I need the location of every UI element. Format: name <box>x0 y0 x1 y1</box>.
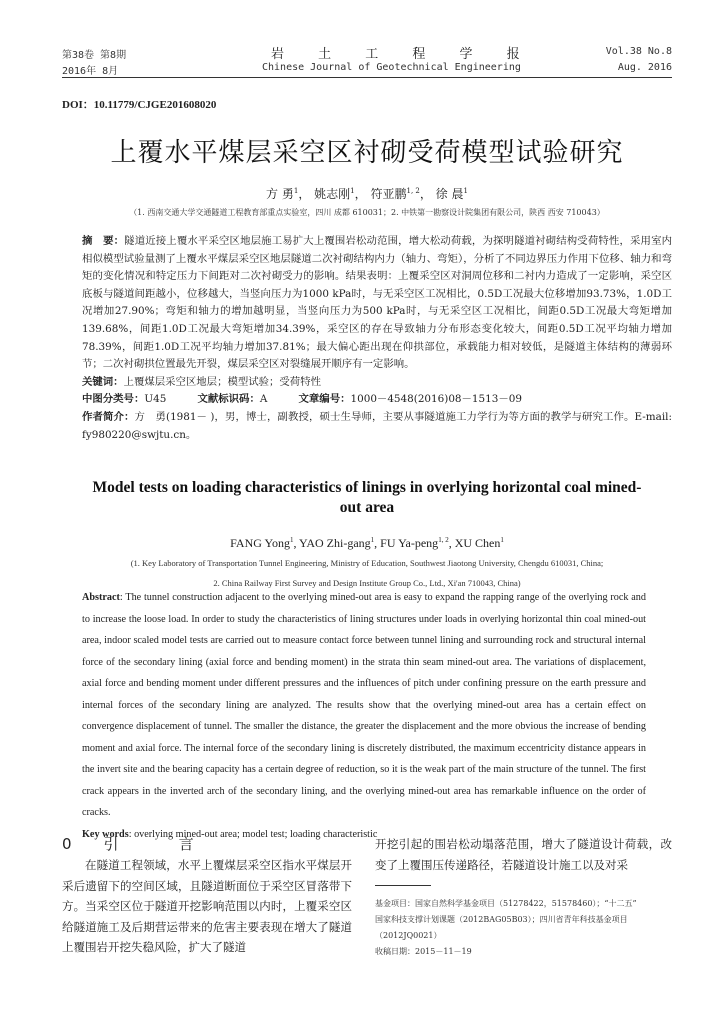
abstract-cn-text: 隧道近接上覆水平采空区地层施工易扩大上覆围岩松动范围，增大松动荷载，为探明隧道衬砌结构受荷特性，采用室内相似模型试验量测了上覆水平煤层采空区地层隧道二次衬砌结构内力（轴力、弯矩），分析了不同边界压力作用下位移、轴力和弯矩的变化情况和特定压力下间距对二次衬砌受力的影响。结果表明：上覆采空区对洞周位移和二衬内力造成了一定影响，采空区底板与隧道间距越小，位移越大，当竖向压力为1000 kPa时，与无采空区工况相比，0.5D工况最大位移增加93.73%，1.0D工况增加27.90%；弯矩和轴力的增加越明显，当竖向压力为500 kPa时，与无采空区工况相比，间距0.5D工况最大弯矩增加139.68%，间距1.0D工况最大弯矩增加34.39%，采空区的存在导致轴力分布形态变化较大，间距0.5D工况平均轴力增加78.39%，间距1.0D工况平均轴力增加37.81%；最大偏心距出现在仰拱部位，承载能力相对较低，是隧道主体结构的薄弱环节；二次衬砌拱位置最先开裂，煤层采空区对裂缝展开顺序有一定影响。 <box>82 235 672 371</box>
section-heading <box>62 833 196 854</box>
fund-line-2: 国家科技支撑计划课题（2012BAG05B03）；四川省青年科技基金项目 <box>375 915 628 924</box>
received-date: 收稿日期：2015－11－19 <box>375 947 472 956</box>
article-no-label: 文章编号： <box>298 393 351 406</box>
affiliation-en-line1: (1. Key Laboratory of Transportation Tunnel Engineering, Ministry of Education, Southwest Jiaotong University, Chengdu 610031, China; <box>130 558 604 568</box>
doc-code-label: 文献标识码： <box>197 393 260 406</box>
abstract-en-label: Abstract <box>82 592 120 603</box>
doi: DOI：10.11779/CJGE201608020 <box>62 99 217 111</box>
title-en: Model tests on loading characteristics of linings in overlying horizontal coal mined-out area <box>92 479 642 516</box>
author-en: YAO Zhi-gang <box>299 536 371 550</box>
keywords-en-text: : overlying mined-out area; model test; loading characteristic <box>128 828 378 840</box>
title-cn: 上覆水平煤层采空区衬砌受荷模型试验研究 <box>110 138 624 168</box>
author-bio-label: 作者简介： <box>82 410 135 423</box>
keywords-cn-label: 关键词： <box>82 375 124 388</box>
funding-footnote <box>375 896 672 960</box>
author-en: XU Chen <box>454 536 501 550</box>
keywords-cn <box>82 374 672 392</box>
abstract-cn-label: 摘 要： <box>82 235 125 247</box>
clc-label: 中图分类号： <box>82 393 145 406</box>
abstract-cn-body <box>82 233 672 374</box>
author-affil-sup: 1, 2 <box>406 187 420 195</box>
author-affil-sup: 1 <box>500 536 504 544</box>
header-volume-issue: 第38卷 第8期 <box>62 50 127 61</box>
authors-cn: 方 勇$^1$， 姚志刚$^1$， 符亚鹏$^{1, 2}$， 徐 晨$^1$ <box>266 187 468 201</box>
affiliation-en-line2: 2. China Railway First Survey and Design Institute Group Co., Ltd., Xi'an 710043, China) <box>213 578 521 588</box>
intro-paragraph: 在隧道工程领域，水平上覆煤层采空区指水平煤层开采后遗留下的空间区域，且隧道断面位于采空区冒落带下方。当采空区位于隧道开挖影响范围以内时，上覆采空区给隧道施工及后期营运带来的危害主要表现在增大了隧道上覆围岩开挖失稳风险，扩大了隧道 <box>62 858 352 954</box>
article-no: 1000－4548(2016)08－1513－09 <box>350 393 522 406</box>
fund-line-3: （2012JQ0021） <box>375 931 442 940</box>
author-cn: 姚志刚 <box>314 187 351 201</box>
author-cn: 徐 晨 <box>435 187 464 201</box>
intro-paragraph-cont: 开挖引起的围岩松动塌落范围，增大了隧道设计荷载，改变了上覆围压传递路径，若隧道设计施工以及对采 <box>375 837 672 872</box>
author-affil-sup: 1 <box>289 536 294 544</box>
author-affil-sup: 1 <box>370 536 375 544</box>
author-en: FANG Yong <box>230 536 290 550</box>
header-date-cn: 2016年 8月 <box>62 66 119 77</box>
section-title-b: 言 <box>178 835 196 853</box>
header-journal-en: Chinese Journal of Geotechnical Engineering <box>262 62 521 73</box>
author-affil-sup: 1 <box>350 187 355 195</box>
abstract-en-text: : The tunnel construction adjacent to the overlying mined-out area is easy to expand the rapping range of the overlying rock and to increase the loose load. In order to study the characteristics of lining structures under loads in overlying horizontal thin coal mined-out area, indoor scaled model tests are carried out to measure contact force between tunnel lining and surrounding rock and structural internal force of the secondary lining (axial force and bending moment) in the strata thin seam mined-out area. The variations of displacement, axial force and bending moment under different pressures and the influences of pitch under confining pressure on the earth pressure and internal forces of the secondary lining are analyzed. The results show that the overlying mined-out area has a certain effect on convergence displacement of tunnel. The smaller the distance, the greater the displacement and the more obvious the increase of bending moment and axial force. The internal force of the secondary lining is discretely distributed, the maximum eccentricity distance appears in the invert site and the bearing capacity has a certain degree of reduction, so it is the weak part of the main structure of the tunnel. The first crack appears in the inverted arch of the secondary lining, and the overlying mined-out area has remarkable influence on the order of cracks. <box>82 592 646 818</box>
author-bio <box>82 409 672 444</box>
abstract-en <box>82 587 646 845</box>
header-journal-cn: 岩 土 工 程 学 报 <box>271 47 535 62</box>
author-affil-sup: 1 <box>293 187 299 195</box>
clc-code: U45 <box>144 393 167 406</box>
section-title-a: 引 <box>103 835 121 853</box>
doc-code: A <box>259 393 268 406</box>
fund-line-1: 基金项目：国家自然科学基金项目（51278422，51578460）；“十二五” <box>375 899 637 908</box>
author-en: FU Ya-peng <box>380 536 439 550</box>
author-cn: 符亚鹏 <box>370 187 407 201</box>
author-affil-sup: 1 <box>463 187 468 195</box>
footnote-rule <box>375 885 431 886</box>
intro-left-column <box>62 855 352 958</box>
author-cn: 方 勇 <box>266 187 294 201</box>
abstract-en-body <box>82 587 646 824</box>
classification-line <box>82 391 672 409</box>
author-bio-text: 方 勇(1981－ )，男，博士，副教授，硕士生导师，主要从事隧道施工力学行为等方面的教学与研究工作。E-mail: fy980220@swjtu.cn。 <box>82 410 672 441</box>
authors-en: FANG Yong$^1$, YAO Zhi-gang$^1$, FU Ya-peng$^{1, 2}$, XU Chen$^1$ <box>230 536 504 550</box>
affiliation-cn: （1. 西南交通大学交通隧道工程教育部重点实验室，四川 成都 610031；2. 中铁第一勘察设计院集团有限公司，陕西 西安 710043） <box>129 208 605 217</box>
intro-right-column <box>375 834 672 875</box>
header-date-en: Aug. 2016 <box>617 62 672 73</box>
keywords-cn-text: 上覆煤层采空区地层；模型试验；受荷特性 <box>123 375 321 388</box>
header-volume-en: Vol.38 No.8 <box>605 46 672 57</box>
keywords-en-label: Key words <box>82 828 129 840</box>
section-number: 0 <box>62 835 74 853</box>
header-rule <box>62 77 672 78</box>
author-affil-sup: 1, 2 <box>438 536 449 544</box>
abstract-cn <box>82 233 672 444</box>
